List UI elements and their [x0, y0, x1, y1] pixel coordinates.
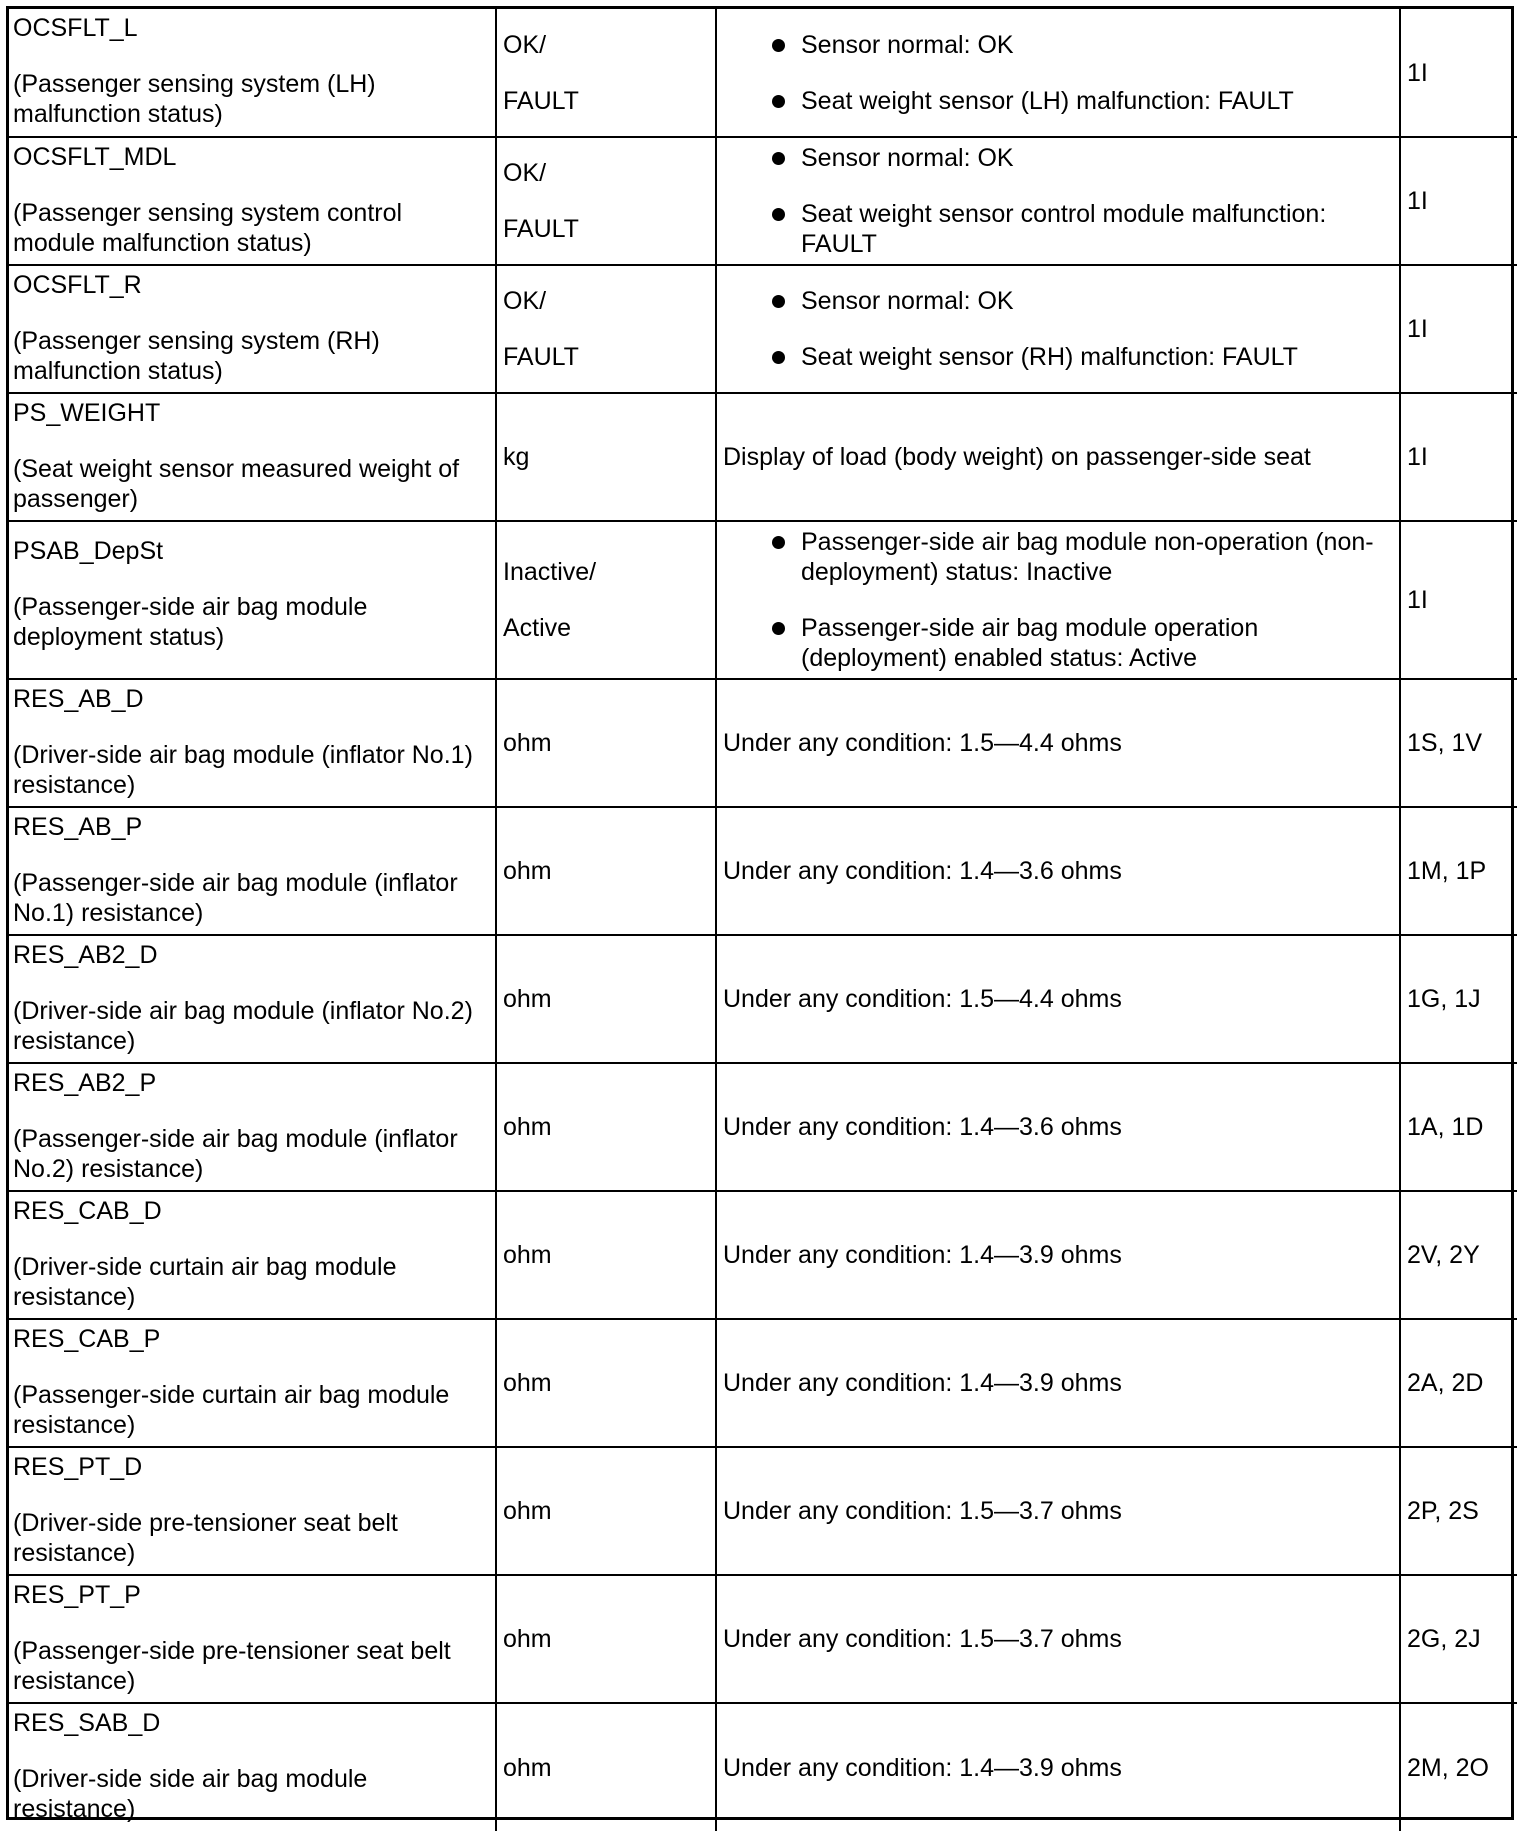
table-row	[9, 807, 1517, 935]
terminal-cell: 2V, 2Y	[1400, 1191, 1517, 1319]
condition-cell: Under any condition: 1.5—4.4 ohms	[716, 935, 1400, 1063]
pid-name-cell	[9, 1191, 496, 1319]
unit-value: OK/	[503, 30, 547, 59]
condition-cell	[716, 137, 1400, 265]
table-row	[9, 9, 1517, 137]
pid-id: RES_PT_P	[13, 1581, 141, 1609]
condition-cell: Under any condition: 1.4—3.9 ohms	[716, 1191, 1400, 1319]
table-row	[9, 521, 1517, 679]
unit-cell	[496, 807, 716, 935]
terminal-cell: 1I	[1400, 521, 1517, 679]
condition-bullet: Passenger-side air bag module non-operation (non-deployment) status: Inactive	[723, 527, 1393, 587]
terminal-cell: 2P, 2S	[1400, 1447, 1517, 1575]
pid-description: (Driver-side curtain air bag module resistance)	[13, 1253, 397, 1311]
terminal-cell: 2A, 2D	[1400, 1319, 1517, 1447]
pid-description: (Passenger sensing system control module malfunction status)	[13, 199, 403, 257]
unit-cell	[496, 1191, 716, 1319]
unit-value: ohm	[503, 985, 552, 1013]
pid-description: (Seat weight sensor measured weight of passenger)	[13, 455, 460, 513]
terminal-cell: 1I	[1400, 265, 1517, 393]
pid-description: (Passenger-side air bag module (inflator No.1) resistance)	[13, 869, 458, 927]
unit-value: ohm	[503, 857, 552, 885]
pid-description: (Driver-side air bag module (inflator No.1) resistance)	[13, 741, 473, 799]
unit-value: OK/	[503, 159, 547, 187]
pid-id: PSAB_DepSt	[13, 537, 164, 565]
pid-description: (Passenger sensing system (RH) malfunction status)	[13, 327, 380, 385]
unit-cell	[496, 679, 716, 807]
pid-name-cell	[9, 1063, 496, 1191]
pid-id: RES_PT_D	[13, 1453, 143, 1481]
condition-cell: Under any condition: 1.4—3.9 ohms	[716, 1703, 1400, 1831]
pid-description: (Passenger-side air bag module deployment status)	[13, 593, 368, 651]
unit-value: OK/	[503, 287, 547, 315]
pid-name-cell	[9, 1703, 496, 1831]
table-row	[9, 1703, 1517, 1831]
terminal-cell: 1I	[1400, 393, 1517, 521]
unit-value: ohm	[503, 1497, 552, 1525]
condition-bullet: Passenger-side air bag module operation (deployment) enabled status: Active	[723, 613, 1393, 673]
pid-description: (Passenger sensing system (LH) malfunction status)	[13, 70, 376, 128]
unit-value: ohm	[503, 1241, 552, 1269]
pid-id: RES_CAB_P	[13, 1325, 161, 1353]
pid-id: OCSFLT_R	[13, 271, 142, 299]
unit-value: FAULT	[503, 86, 579, 115]
unit-cell	[496, 1063, 716, 1191]
unit-value: ohm	[503, 1625, 552, 1653]
condition-cell: Display of load (body weight) on passenger-side seat	[716, 393, 1400, 521]
table-row	[9, 1191, 1517, 1319]
pid-id: RES_AB_D	[13, 685, 144, 713]
table-row	[9, 1319, 1517, 1447]
unit-value: ohm	[503, 729, 552, 757]
pid-name-cell	[9, 679, 496, 807]
pid-description: (Passenger-side curtain air bag module resistance)	[13, 1381, 450, 1439]
pid-description: (Passenger-side air bag module (inflator No.2) resistance)	[13, 1125, 458, 1183]
unit-cell	[496, 265, 716, 393]
pid-id: OCSFLT_MDL	[13, 143, 177, 171]
condition-bullet: Sensor normal: OK	[723, 286, 1393, 316]
pid-description: (Driver-side pre-tensioner seat belt resistance)	[13, 1509, 398, 1567]
terminal-cell: 1I	[1400, 137, 1517, 265]
unit-cell	[496, 9, 716, 137]
pid-name-cell	[9, 265, 496, 393]
pid-id: RES_AB2_P	[13, 1069, 157, 1097]
condition-cell: Under any condition: 1.5—4.4 ohms	[716, 679, 1400, 807]
pid-name-cell	[9, 393, 496, 521]
condition-cell: Under any condition: 1.5—3.7 ohms	[716, 1575, 1400, 1703]
pid-id: RES_AB2_D	[13, 941, 158, 969]
terminal-cell: 1G, 1J	[1400, 935, 1517, 1063]
unit-cell	[496, 393, 716, 521]
condition-bullet: Seat weight sensor (RH) malfunction: FAULT	[723, 342, 1393, 372]
pid-name-cell	[9, 807, 496, 935]
unit-cell	[496, 1575, 716, 1703]
unit-value: FAULT	[503, 215, 579, 243]
pid-name-cell	[9, 1319, 496, 1447]
pid-id: PS_WEIGHT	[13, 399, 161, 427]
pid-id: RES_SAB_D	[13, 1709, 161, 1737]
unit-cell	[496, 1447, 716, 1575]
pid-name-cell	[9, 1447, 496, 1575]
condition-cell: Under any condition: 1.4—3.9 ohms	[716, 1319, 1400, 1447]
condition-cell: Under any condition: 1.4—3.6 ohms	[716, 1063, 1400, 1191]
terminal-cell: 2M, 2O	[1400, 1703, 1517, 1831]
pid-name-cell	[9, 9, 496, 137]
condition-bullet: Sensor normal: OK	[723, 143, 1393, 173]
pid-name-cell	[9, 137, 496, 265]
unit-value: FAULT	[503, 343, 579, 371]
condition-cell: Under any condition: 1.5—3.7 ohms	[716, 1447, 1400, 1575]
table-row	[9, 265, 1517, 393]
unit-value: kg	[503, 443, 530, 471]
table-row	[9, 393, 1517, 521]
pid-description: (Driver-side air bag module (inflator No.2) resistance)	[13, 997, 473, 1055]
condition-cell: Under any condition: 1.4—3.6 ohms	[716, 807, 1400, 935]
table-row	[9, 1063, 1517, 1191]
terminal-cell: 1I	[1400, 9, 1517, 137]
unit-cell	[496, 1703, 716, 1831]
pid-description: (Driver-side side air bag module resistance)	[13, 1765, 368, 1823]
pid-id: OCSFLT_L	[13, 14, 138, 42]
table-row	[9, 679, 1517, 807]
condition-cell	[716, 9, 1400, 137]
terminal-cell: 1S, 1V	[1400, 679, 1517, 807]
pid-monitor-table	[6, 6, 1514, 1823]
condition-bullet: Seat weight sensor (LH) malfunction: FAULT	[723, 86, 1393, 116]
condition-cell	[716, 521, 1400, 679]
table-row	[9, 1575, 1517, 1703]
pid-id: RES_CAB_D	[13, 1197, 162, 1225]
condition-bullet: Sensor normal: OK	[723, 30, 1393, 60]
pid-description: (Passenger-side pre-tensioner seat belt resistance)	[13, 1637, 451, 1695]
unit-value: Inactive/	[503, 558, 597, 586]
terminal-cell: 1M, 1P	[1400, 807, 1517, 935]
terminal-cell: 1A, 1D	[1400, 1063, 1517, 1191]
pid-id: RES_AB_P	[13, 813, 143, 841]
unit-value: ohm	[503, 1113, 552, 1141]
table-row	[9, 1447, 1517, 1575]
pid-name-cell	[9, 1575, 496, 1703]
table-row	[9, 137, 1517, 265]
table-row	[9, 935, 1517, 1063]
unit-cell	[496, 521, 716, 679]
unit-cell	[496, 935, 716, 1063]
unit-value: ohm	[503, 1369, 552, 1397]
condition-cell	[716, 265, 1400, 393]
unit-cell	[496, 1319, 716, 1447]
terminal-cell: 2G, 2J	[1400, 1575, 1517, 1703]
condition-bullet: Seat weight sensor control module malfunction: FAULT	[723, 199, 1393, 259]
unit-cell	[496, 137, 716, 265]
pid-name-cell	[9, 521, 496, 679]
unit-value: Active	[503, 614, 572, 642]
pid-name-cell	[9, 935, 496, 1063]
unit-value: ohm	[503, 1753, 552, 1782]
